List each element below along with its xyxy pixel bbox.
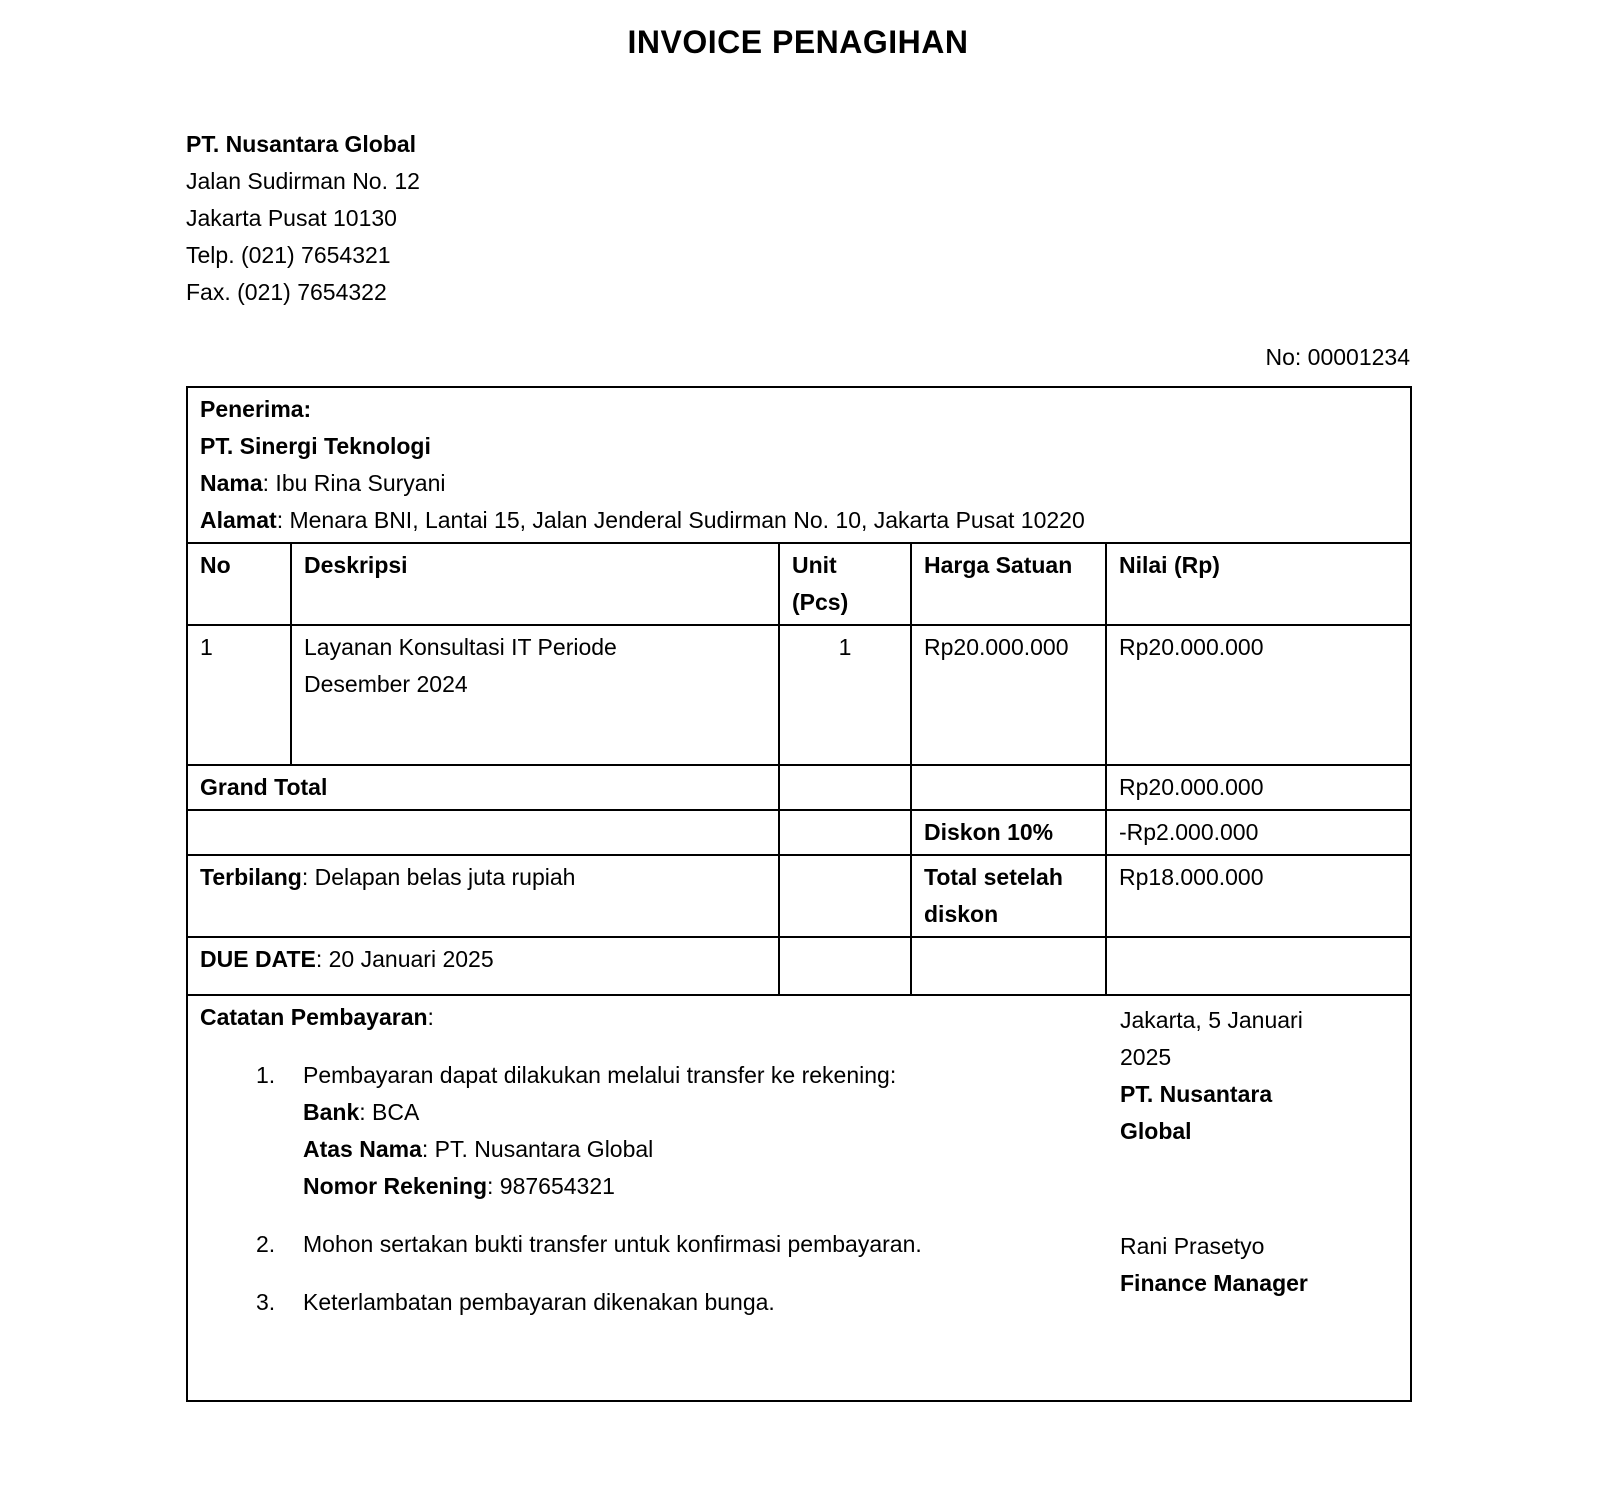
grand-total-unit-cell xyxy=(779,765,911,810)
note-item-1-text: Pembayaran dapat dilakukan melalui transfer ke rekening: xyxy=(303,1062,897,1088)
discount-unit-cell xyxy=(779,810,911,855)
invoice-table xyxy=(186,386,1412,1402)
due-date-row xyxy=(187,937,1411,995)
note-item-3-text: Keterlambatan pembayaran dikenakan bunga. xyxy=(303,1289,775,1315)
recipient-address-line xyxy=(200,502,1398,539)
discount-row xyxy=(187,810,1411,855)
sender-name: PT. Nusantara Global xyxy=(186,131,417,157)
recipient-name-label: Nama xyxy=(200,470,263,496)
header-harga-satuan: Harga Satuan xyxy=(911,543,1106,625)
notes-row xyxy=(187,995,1411,1401)
terbilang-unit-cell xyxy=(779,855,911,937)
recipient-name-line xyxy=(200,465,1398,502)
item-description-text: Layanan Konsultasi IT Periode Desember 2024 xyxy=(304,634,617,697)
page-title: INVOICE PENAGIHAN xyxy=(627,24,969,60)
terbilang-row xyxy=(187,855,1411,937)
due-date-label: DUE DATE xyxy=(200,946,316,972)
due-date-nilai-cell xyxy=(1106,937,1411,995)
due-date-cell xyxy=(187,937,779,995)
note-account-name-label: Atas Nama xyxy=(303,1136,422,1162)
grand-total-label: Grand Total xyxy=(187,765,779,810)
recipient-company: PT. Sinergi Teknologi xyxy=(200,433,431,459)
grand-total-row xyxy=(187,765,1411,810)
due-date-value: : 20 Januari 2025 xyxy=(315,946,494,972)
header-unit xyxy=(779,543,911,625)
note-account-number-label: Nomor Rekening xyxy=(303,1173,488,1199)
grand-total-harga-cell xyxy=(911,765,1106,810)
item-unit: 1 xyxy=(779,625,911,765)
due-date-unit-cell xyxy=(779,937,911,995)
recipient-heading: Penerima: xyxy=(200,396,312,422)
terbilang-cell xyxy=(187,855,779,937)
signature-role: Finance Manager xyxy=(1120,1270,1308,1296)
item-no: 1 xyxy=(187,625,291,765)
signature-company: PT. Nusantara Global xyxy=(1120,1081,1273,1144)
note-bank-value: : BCA xyxy=(359,1099,420,1125)
note-item-2-text: Mohon sertakan bukti transfer untuk konfirmasi pembayaran. xyxy=(303,1231,922,1257)
table-header-row xyxy=(187,543,1411,625)
total-after-discount-label: Total setelah diskon xyxy=(911,855,1106,937)
discount-left-cell xyxy=(187,810,779,855)
recipient-name-value: : Ibu Rina Suryani xyxy=(262,470,446,496)
notes-cell xyxy=(187,995,1411,1401)
invoice-number: No: 00001234 xyxy=(1265,344,1410,370)
discount-label: Diskon 10% xyxy=(911,810,1106,855)
due-date-harga-cell xyxy=(911,937,1106,995)
sender-block xyxy=(186,126,1410,311)
recipient-row xyxy=(187,387,1411,543)
note-bank-label: Bank xyxy=(303,1099,360,1125)
sender-fax: Fax. (021) 7654322 xyxy=(186,279,387,305)
grand-total-value: Rp20.000.000 xyxy=(1106,765,1411,810)
header-deskripsi: Deskripsi xyxy=(291,543,779,625)
signature-place-date: Jakarta, 5 Januari 2025 xyxy=(1120,1007,1303,1070)
header-no: No xyxy=(187,543,291,625)
sender-address-line2: Jakarta Pusat 10130 xyxy=(186,205,397,231)
signature-signer: Rani Prasetyo xyxy=(1120,1233,1265,1259)
table-row xyxy=(187,625,1411,765)
signature-block xyxy=(1120,1002,1320,1302)
recipient-cell xyxy=(187,387,1411,543)
invoice-content xyxy=(186,0,1410,1402)
note-item-1-number: 1. xyxy=(256,1062,276,1088)
sender-phone: Telp. (021) 7654321 xyxy=(186,242,391,268)
sender-address-line1: Jalan Sudirman No. 12 xyxy=(186,168,420,194)
header-unit-label: Unit (Pcs) xyxy=(792,552,849,615)
note-account-number-value: : 987654321 xyxy=(487,1173,615,1199)
notes-heading: Catatan Pembayaran xyxy=(200,1004,428,1030)
item-description xyxy=(291,625,779,765)
discount-value: -Rp2.000.000 xyxy=(1106,810,1411,855)
header-nilai: Nilai (Rp) xyxy=(1106,543,1411,625)
note-item-3-number: 3. xyxy=(256,1289,276,1315)
terbilang-label: Terbilang xyxy=(200,864,302,890)
terbilang-value: : Delapan belas juta rupiah xyxy=(301,864,576,890)
note-item-2-number: 2. xyxy=(256,1231,276,1257)
item-amount: Rp20.000.000 xyxy=(1106,625,1411,765)
recipient-address-label: Alamat xyxy=(200,507,277,533)
total-after-discount-value: Rp18.000.000 xyxy=(1106,855,1411,937)
note-account-name-value: : PT. Nusantara Global xyxy=(421,1136,654,1162)
recipient-address-value: : Menara BNI, Lantai 15, Jalan Jenderal Sudirman No. 10, Jakarta Pusat 10220 xyxy=(276,507,1085,533)
item-unit-price: Rp20.000.000 xyxy=(911,625,1106,765)
notes-heading-suffix: : xyxy=(427,1004,434,1030)
